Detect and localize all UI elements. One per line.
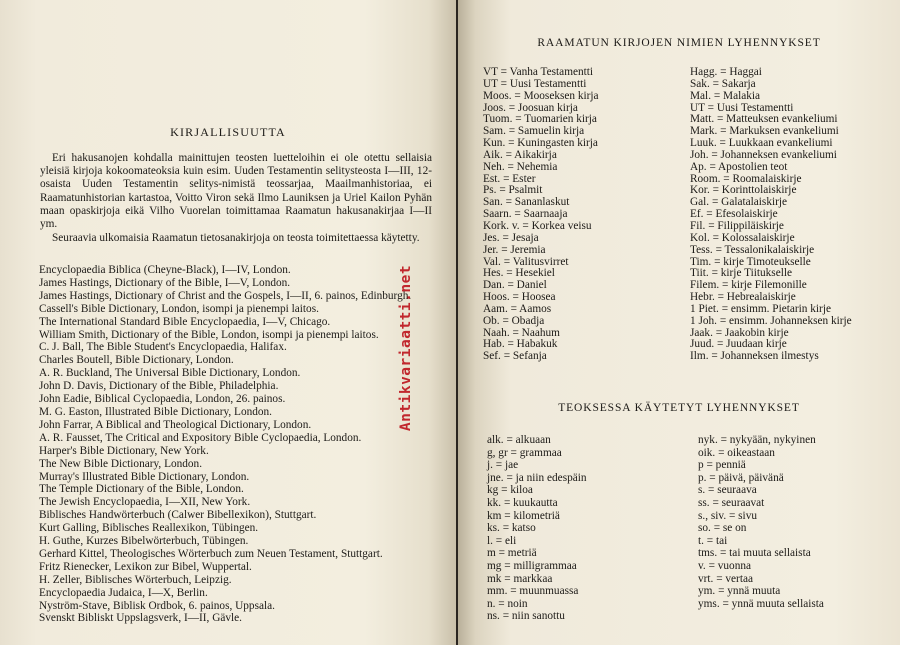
bibliography-item: Nyström-Stave, Biblisk Ordbok, 6. painos, Uppsala. (39, 599, 275, 612)
abbreviation-item: km = kilometriä (487, 509, 560, 522)
intro-paragraph-2: Seuraavia ulkomaisia Raamatun tietosanakirjoja on teosta toimitettaessa käytetty. (52, 232, 420, 244)
abbreviation-item: VT = Vanha Testamentti (483, 66, 594, 78)
abbreviation-item: Sam. = Samuelin kirja (483, 125, 585, 138)
abbreviation-item: Kork. v. = Korkea veisu (483, 219, 592, 232)
right-page (458, 0, 900, 645)
abbreviation-item: Mal. = Malakia (690, 89, 761, 102)
abbreviation-item: Jes. = Jesaja (483, 231, 539, 244)
abbreviations-section-title: TEOKSESSA KÄYTETYT LYHENNYKSET (558, 402, 800, 414)
abbreviation-item: Hebr. = Hebrealaiskirje (690, 291, 796, 304)
bibliography-item: The New Bible Dictionary, London. (39, 457, 203, 470)
bibliography-item: A. R. Fausset, The Critical and Expository Bible Cyclopaedia, London. (39, 431, 362, 444)
abbreviation-item: mg = milligrammaa (487, 559, 577, 572)
bibliography-item: C. J. Ball, The Bible Student's Encyclopaedia, Halifax. (39, 341, 287, 354)
bibliography-item: William Smith, Dictionary of the Bible, London, isompi ja pienempi laitos. (39, 328, 379, 341)
abbreviation-item: oik. = oikeastaan (698, 446, 775, 459)
abbreviation-item: UT = Uusi Testamentti (483, 77, 587, 90)
abbreviation-item: l. = eli (487, 534, 517, 547)
abbreviation-item: Aam. = Aamos (483, 302, 552, 315)
abbreviation-item: j. = jae (487, 459, 519, 472)
abbreviation-item: Matt. = Matteuksen evankeliumi (690, 113, 838, 126)
page-title: KIRJALLISUUTTA (170, 125, 286, 139)
bibliography-list (39, 264, 439, 625)
abbreviation-item: Kun. = Kuningasten kirja (483, 137, 598, 150)
abbreviation-item: Joos. = Joosuan kirja (483, 101, 578, 114)
bibliography-item: John D. Davis, Dictionary of the Bible, Philadelphia. (39, 380, 279, 393)
intro-paragraph: Eri hakusanojen kohdalla mainittujen teosten luetteloihin ei ole otettu sellaisia yleisiä kirjoja kokoomateoksia kuin esim. Uuden Testamentin selitysteosta I—III, 12-osaista Uuden Testamentin selitys-nimistä teossarjaa, Maailmanhistoriaa, ei Raamatunhistorian kartastoa, Voitto Viron sekä Ilmo Launiksen ja Uriel Kailon Pyhän maan opaskirjoja eikä Vilho Vuorelan toimittamaa Raamatun hakusanakirjaa I—II ym. (40, 152, 432, 231)
bibliography-item: Kurt Galling, Biblisches Reallexikon, Tübingen. (39, 522, 259, 535)
abbreviation-item: so. = se on (698, 522, 747, 535)
bibliography-item: Biblisches Handwörterbuch (Calwer Bibellexikon), Stuttgart. (39, 509, 317, 522)
abbreviation-item: Moos. = Mooseksen kirja (483, 89, 599, 102)
abbreviation-item: Neh. = Nehemia (483, 160, 558, 173)
abbreviation-item: Naah. = Naahum (483, 326, 560, 339)
abbreviation-item: ks. = katso (487, 522, 536, 535)
abbreviation-item: n. = noin (487, 597, 528, 610)
bibliography-item: The International Standard Bible Encyclopaedia, I—V, Chicago. (39, 315, 331, 328)
general-abbreviations-right (698, 434, 824, 610)
abbreviation-item: Kor. = Korinttolaiskirje (690, 184, 797, 197)
abbreviation-item: mm. = muunmuassa (487, 585, 579, 598)
bibliography-item: James Hastings, Dictionary of Christ and the Gospels, I—II, 6. painos, Edinburgh. (39, 289, 412, 302)
abbreviation-item: Ps. = Psalmit (483, 184, 543, 197)
abbreviation-item: Room. = Roomalaiskirje (690, 172, 802, 185)
abbreviation-item: Hoos. = Hoosea (483, 291, 556, 304)
abbreviation-item: Kol. = Kolossalaiskirje (690, 231, 795, 244)
bibliography-item: James Hastings, Dictionary of the Bible, I—V, London. (39, 276, 291, 289)
abbreviation-item: 1 Joh. = ensimm. Johanneksen kirje (690, 314, 852, 327)
abbreviation-item: Hagg. = Haggai (690, 66, 762, 78)
abbreviation-item: Hab. = Habakuk (483, 338, 558, 351)
abbreviation-item: Ap. = Apostolien teot (690, 160, 788, 173)
abbreviation-item: tms. = tai muuta sellaista (698, 547, 811, 560)
abbreviation-item: Filem. = kirje Filemonille (690, 279, 807, 292)
abbreviation-item: p = penniä (698, 459, 746, 472)
abbreviation-item: vrt. = vertaa (698, 572, 753, 585)
bibliography-item: M. G. Easton, Illustrated Bible Dictionary, London. (39, 405, 273, 418)
abbreviation-item: Val. = Valitusvirret (483, 255, 569, 268)
abbreviation-item: v. = vuonna (698, 559, 752, 572)
abbreviation-item: nyk. = nykyään, nykyinen (698, 434, 816, 446)
abbreviation-item: kg = kiloa (487, 484, 533, 497)
abbreviation-item: Dan. = Daniel (483, 279, 547, 292)
abbreviation-item: Gal. = Galatalaiskirje (690, 196, 788, 209)
abbreviation-item: Hes. = Hesekiel (483, 267, 555, 280)
abbreviation-item: Sef. = Sefanja (483, 350, 547, 363)
abbreviation-item: Luuk. = Luukkaan evankeliumi (690, 137, 833, 150)
abbreviation-item: Ilm. = Johanneksen ilmestys (690, 350, 819, 363)
abbreviation-item: m = metriä (487, 547, 537, 560)
abbreviation-item: Jaak. = Jaakobin kirje (690, 326, 789, 339)
bibliography-item: H. Guthe, Kurzes Bibelwörterbuch, Tübingen. (39, 535, 249, 548)
abbreviation-item: yms. = ynnä muuta sellaista (698, 597, 824, 610)
books-section-title: RAAMATUN KIRJOJEN NIMIEN LYHENNYKSET (537, 37, 821, 49)
abbreviation-item: Est. = Ester (483, 172, 536, 185)
bibliography-item: Harper's Bible Dictionary, New York. (39, 444, 209, 457)
watermark (397, 258, 415, 438)
bibliography-item: H. Zeller, Biblisches Wörterbuch, Leipzig. (39, 573, 232, 586)
bibliography-item: Fritz Rienecker, Lexikon zur Bibel, Wuppertal. (39, 560, 252, 573)
abbreviation-item: 1 Piet. = ensimm. Pietarin kirje (690, 302, 831, 315)
abbreviation-item: ss. = seuraavat (698, 496, 765, 509)
abbreviation-item: Fil. = Filippiläiskirje (690, 219, 784, 232)
abbreviation-item: p. = päivä, päivänä (698, 471, 784, 484)
watermark-text: Antikvariaatti.net (398, 264, 414, 432)
abbreviation-item: s. = seuraava (698, 484, 757, 497)
bibliography-item: The Temple Dictionary of the Bible, London. (39, 483, 244, 496)
bibliography-item: Encyclopaedia Biblica (Cheyne-Black), I—IV, London. (39, 264, 291, 276)
bibliography-item: Murray's Illustrated Bible Dictionary, London. (39, 470, 250, 483)
bibliography-item: Charles Boutell, Bible Dictionary, London. (39, 354, 234, 367)
bibliography-item: A. R. Buckland, The Universal Bible Dictionary, London. (39, 367, 301, 380)
abbreviation-item: g, gr = grammaa (487, 446, 562, 459)
abbreviation-item: kk. = kuukautta (487, 496, 558, 509)
abbreviation-item: Joh. = Johanneksen evankeliumi (690, 148, 837, 161)
abbreviation-item: jne. = ja niin edespäin (487, 471, 587, 484)
bibliography-item: John Eadie, Biblical Cyclopaedia, London, 26. painos. (39, 393, 286, 406)
abbreviation-item: alk. = alkuaan (487, 434, 551, 446)
bibliography-item: Svenskt Bibliskt Uppslagsverk, I—II, Gävle. (39, 612, 243, 625)
abbreviation-item: Tiit. = kirje Tiitukselle (690, 267, 793, 280)
bibliography-item: The Jewish Encyclopaedia, I—XII, New York. (39, 496, 251, 509)
abbreviation-item: Juud. = Juudaan kirje (690, 338, 787, 351)
general-abbreviations-left (487, 434, 587, 623)
abbreviation-item: Jer. = Jeremia (483, 243, 546, 256)
abbreviation-item: Saarn. = Saarnaaja (483, 208, 568, 221)
abbreviation-item: t. = tai (698, 534, 728, 547)
bibliography-item: Gerhard Kittel, Theologisches Wörterbuch zum Neuen Testament, Stuttgart. (39, 547, 383, 560)
abbreviation-item: s., siv. = sivu (698, 509, 757, 522)
bibliography-item: Cassell's Bible Dictionary, London, isompi ja pienempi laitos. (39, 302, 319, 315)
abbreviation-item: Mark. = Markuksen evankeliumi (690, 125, 839, 138)
bibliography-item: John Farrar, A Biblical and Theological Dictionary, London. (39, 418, 312, 431)
abbreviation-item: Ef. = Efesolaiskirje (690, 208, 778, 221)
abbreviation-item: UT = Uusi Testamentti (690, 101, 794, 114)
abbreviation-item: Tuom. = Tuomarien kirja (483, 113, 597, 126)
bibliography-item: Encyclopaedia Judaica, I—X, Berlin. (39, 586, 208, 599)
abbreviation-item: Aik. = Aikakirja (483, 148, 557, 161)
book-abbreviations-left (483, 67, 599, 363)
abbreviation-item: Sak. = Sakarja (690, 77, 756, 90)
abbreviation-item: Tim. = kirje Timoteukselle (690, 255, 811, 268)
abbreviation-item: Ob. = Obadja (483, 314, 545, 327)
abbreviation-item: Tess. = Tessalonikalaiskirje (690, 243, 815, 256)
book-abbreviations-right (690, 67, 852, 363)
abbreviation-item: ym. = ynnä muuta (698, 585, 781, 598)
abbreviation-item: ns. = niin sanottu (487, 610, 565, 623)
abbreviation-item: mk = markkaa (487, 572, 553, 585)
abbreviation-item: San. = Sananlaskut (483, 196, 570, 209)
